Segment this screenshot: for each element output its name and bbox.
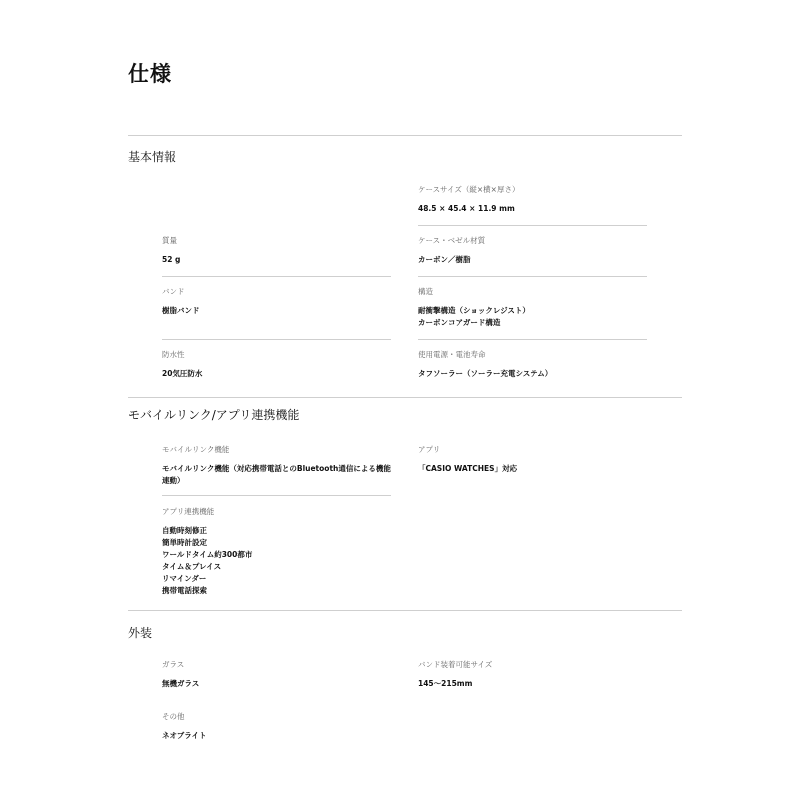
spec-structure <box>418 287 647 340</box>
spec-power <box>418 350 647 390</box>
spec-band <box>162 287 391 340</box>
spec-value: 樹脂バンド <box>162 306 200 315</box>
spec-glass <box>162 660 391 700</box>
spec-app-features <box>162 507 391 599</box>
section-title-exterior: 外装 <box>128 626 153 640</box>
spec-app <box>418 445 647 485</box>
spec-other <box>162 712 391 752</box>
spec-label: バンド <box>162 287 185 296</box>
spec-label: アプリ <box>418 445 441 454</box>
section-title-mobile: モバイルリンク/アプリ連携機能 <box>128 408 300 422</box>
section-divider <box>128 397 682 398</box>
section-title-basic: 基本情報 <box>128 150 177 164</box>
spec-value: 20気圧防水 <box>162 369 203 378</box>
spec-case-bezel <box>418 236 647 277</box>
spec-water <box>162 350 391 390</box>
spec-label: 防水性 <box>162 350 185 359</box>
spec-value: ネオブライト <box>162 731 207 740</box>
spec-label: ケースサイズ（縦×横×厚さ） <box>418 185 520 194</box>
spec-label: バンド装着可能サイズ <box>418 660 493 669</box>
spec-value: 52 g <box>162 255 181 264</box>
spec-label: アプリ連携機能 <box>162 507 215 516</box>
spec-label: その他 <box>162 712 185 721</box>
spec-label: 構造 <box>418 287 433 296</box>
spec-value: 145〜215mm <box>418 679 473 688</box>
spec-value: カーボン／樹脂 <box>418 255 471 264</box>
spec-label: 質量 <box>162 236 177 245</box>
section-divider <box>128 610 682 611</box>
spec-value: 自動時刻修正 簡単時計設定 ワールドタイム約300都市 タイム＆プレイス リマインダー 携帯電話探索 <box>162 526 253 595</box>
spec-band-size <box>418 660 647 700</box>
spec-label: モバイルリンク機能 <box>162 445 230 454</box>
spec-label: 使用電源・電池寿命 <box>418 350 486 359</box>
spec-value: 48.5 × 45.4 × 11.9 mm <box>418 204 515 213</box>
spec-value: 耐衝撃構造（ショックレジスト） カーボンコアガード構造 <box>418 306 530 327</box>
spec-value: 無機ガラス <box>162 679 200 688</box>
spec-label: ケース・ベゼル材質 <box>418 236 486 245</box>
section-divider <box>128 135 682 136</box>
spec-weight <box>162 236 391 277</box>
spec-label: ガラス <box>162 660 185 669</box>
spec-value: 「CASIO WATCHES」対応 <box>418 464 518 473</box>
spec-value: モバイルリンク機能（対応携帯電話とのBluetooth通信による機能 連動） <box>162 464 391 485</box>
spec-value: タフソーラー（ソーラー充電システム） <box>418 369 553 378</box>
page-title: 仕様 <box>128 62 172 86</box>
spec-case-size <box>418 185 647 226</box>
spec-mobile-link <box>162 445 391 496</box>
